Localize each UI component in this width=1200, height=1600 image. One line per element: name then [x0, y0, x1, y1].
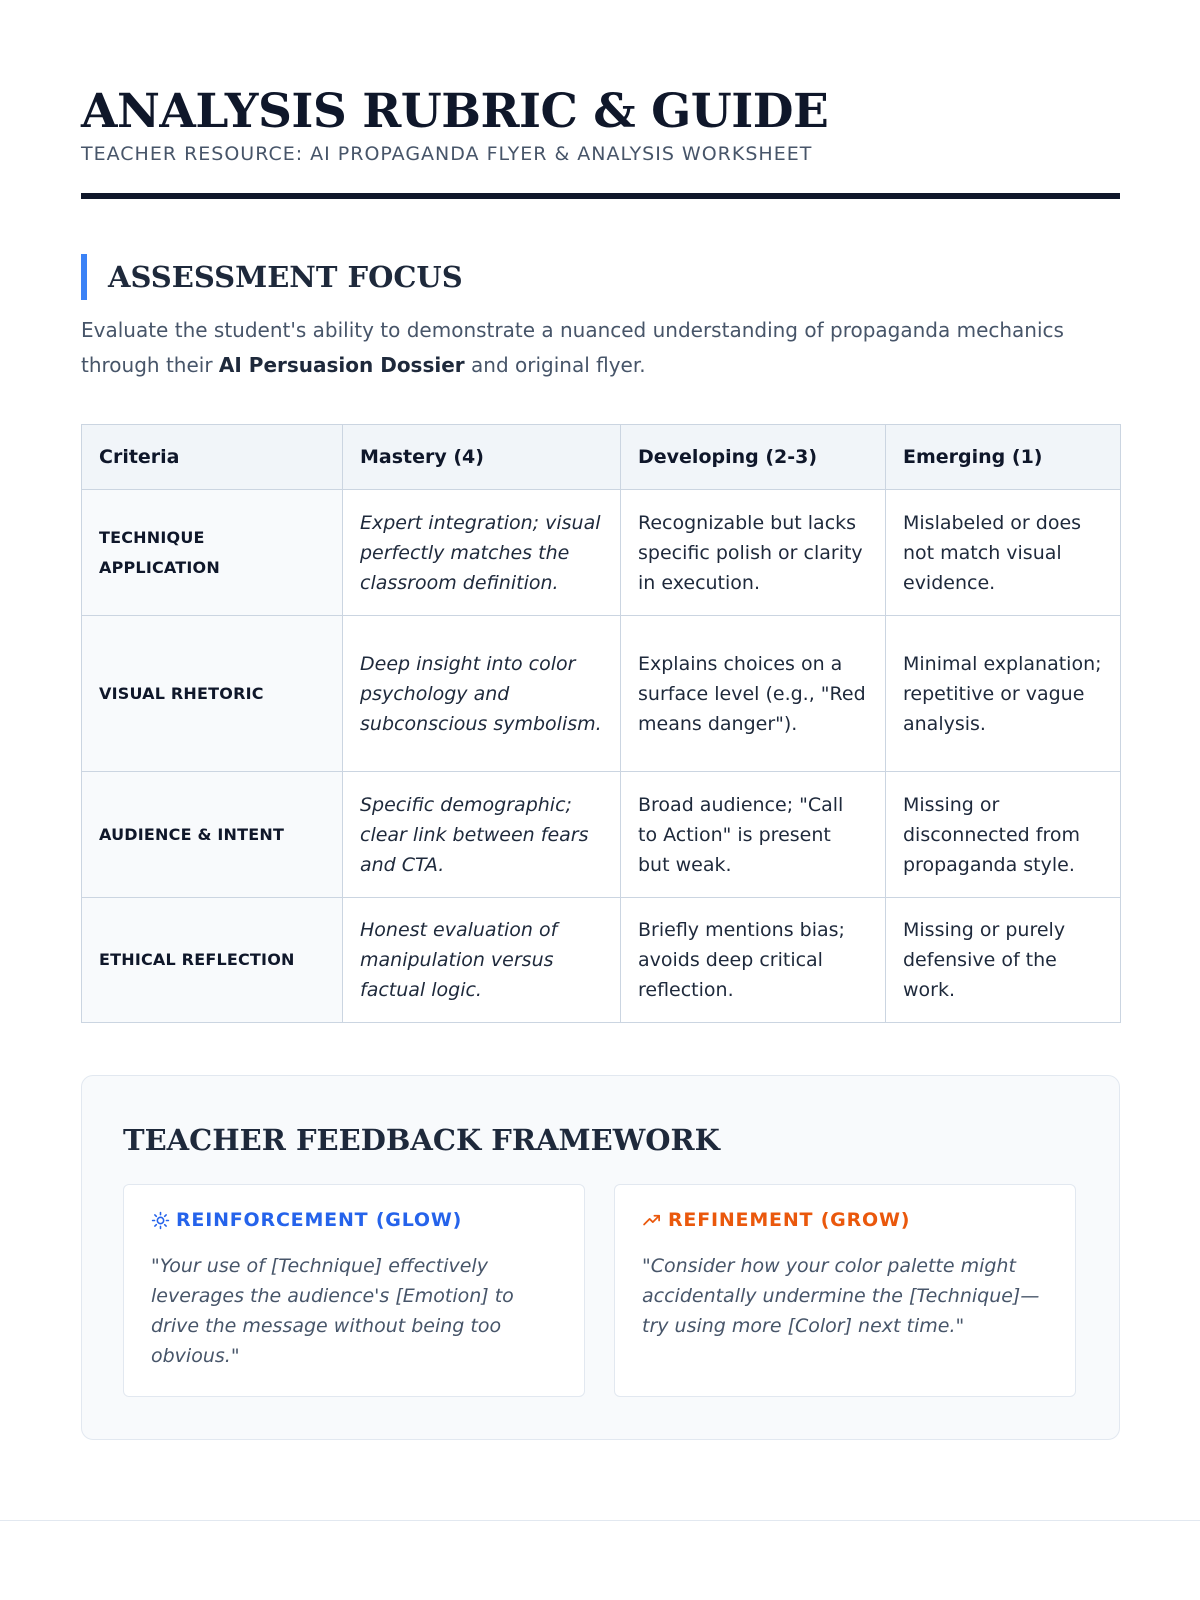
intro-text-bold: AI Persuasion Dossier	[218, 353, 465, 377]
glow-card-text: "Your use of [Technique] effectively leverages the audience's [Emotion] to drive the message without being too obvious."	[151, 1255, 514, 1367]
criteria-cell: ETHICAL REFLECTION	[82, 898, 343, 1023]
mastery-cell: Specific demographic; clear link between fears and CTA.	[343, 772, 621, 898]
mastery-cell: Expert integration; visual perfectly matches the classroom definition.	[343, 490, 621, 616]
glow-card-header	[151, 1209, 462, 1231]
developing-cell: Broad audience; "Call to Action" is present but weak.	[621, 772, 886, 898]
page-title: ANALYSIS RUBRIC & GUIDE	[81, 84, 829, 139]
emerging-cell: Missing or disconnected from propaganda style.	[886, 772, 1121, 898]
rubric-header-row	[82, 425, 1121, 490]
page-subtitle: TEACHER RESOURCE: AI PROPAGANDA FLYER & ANALYSIS WORKSHEET	[81, 143, 813, 165]
criteria-cell: AUDIENCE & INTENT	[82, 772, 343, 898]
emerging-cell: Minimal explanation; repetitive or vague analysis.	[886, 616, 1121, 772]
intro-text-end: and original flyer.	[464, 353, 646, 377]
mastery-cell: Deep insight into color psychology and subconscious symbolism.	[343, 616, 621, 772]
emerging-cell: Missing or purely defensive of the work.	[886, 898, 1121, 1023]
table-row	[82, 616, 1121, 772]
grow-feedback-card	[614, 1184, 1076, 1397]
section-accent-bar	[81, 254, 87, 300]
glow-card-label: REINFORCEMENT (GLOW)	[176, 1209, 463, 1231]
sun-icon	[151, 1211, 170, 1230]
table-row	[82, 490, 1121, 616]
table-row	[82, 898, 1121, 1023]
intro-text-start: Evaluate the student's ability to demonstrate a nuanced understanding of propaganda mechanics through their	[81, 318, 1064, 377]
grow-card-label: REFINEMENT (GROW)	[668, 1209, 911, 1231]
assessment-intro	[81, 313, 1120, 383]
feedback-framework-heading: TEACHER FEEDBACK FRAMEWORK	[123, 1123, 720, 1157]
mastery-cell: Honest evaluation of manipulation versus factual logic.	[343, 898, 621, 1023]
assessment-focus-heading: ASSESSMENT FOCUS	[108, 260, 463, 294]
column-header-developing: Developing (2-3)	[621, 425, 886, 490]
rubric-table	[81, 424, 1121, 1023]
footer-divider	[0, 1520, 1200, 1521]
feedback-framework-panel	[81, 1075, 1120, 1440]
title-divider	[81, 193, 1120, 199]
column-header-criteria: Criteria	[82, 425, 343, 490]
criteria-cell: VISUAL RHETORIC	[82, 616, 343, 772]
developing-cell: Explains choices on a surface level (e.g., "Red means danger").	[621, 616, 886, 772]
grow-card-text: "Consider how your color palette might accidentally undermine the [Technique]—try using more [Color] next time."	[642, 1255, 1040, 1337]
column-header-emerging: Emerging (1)	[886, 425, 1121, 490]
grow-card-header	[642, 1209, 910, 1231]
emerging-cell: Mislabeled or does not match visual evidence.	[886, 490, 1121, 616]
glow-feedback-card	[123, 1184, 585, 1397]
trending-up-icon	[642, 1211, 662, 1230]
developing-cell: Recognizable but lacks specific polish or clarity in execution.	[621, 490, 886, 616]
criteria-cell: TECHNIQUE APPLICATION	[82, 490, 343, 616]
developing-cell: Briefly mentions bias; avoids deep critical reflection.	[621, 898, 886, 1023]
table-row	[82, 772, 1121, 898]
column-header-mastery: Mastery (4)	[343, 425, 621, 490]
